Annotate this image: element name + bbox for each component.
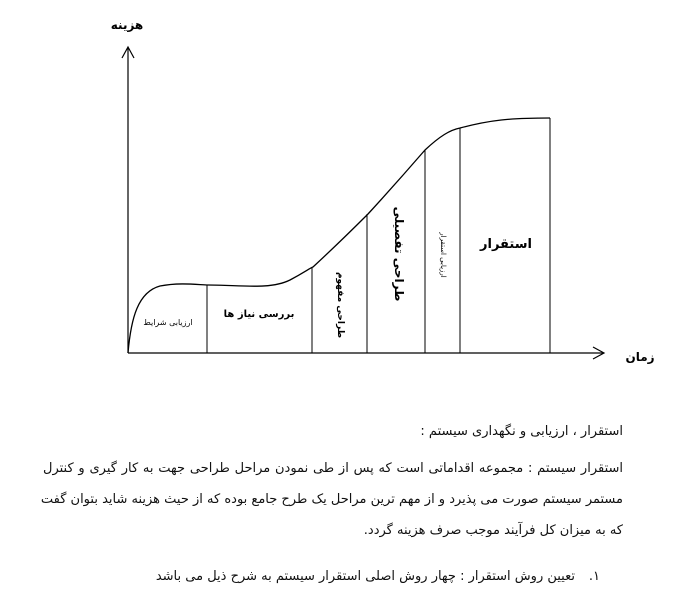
phase-label-1: ارزیابی شرایط: [143, 318, 193, 327]
phase-label-6: استقرار: [480, 237, 532, 252]
section-heading: استقرار ، ارزیابی و نگهداری سیستم :: [420, 424, 623, 439]
phase-label-4: طراحی تفصیلی: [392, 206, 406, 302]
paragraph-line-1: استقرار سیستم : مجموعه اقداماتی است که پس از طی نمودن مراحل طراحی جهت به کار گیری و کنترل: [43, 461, 623, 476]
phase-label-2: بررسی نیاز ها: [223, 309, 295, 320]
x-axis-label: زمان: [625, 350, 655, 364]
paragraph-line-3: که به میزان کل فرآیند موجب صرف هزینه گردد.: [363, 523, 623, 538]
phase-label-3: طراحی مفهوم: [335, 271, 345, 339]
list-item: تعیین روش استقرار : چهار روش اصلی استقرار سیستم به شرح ذیل می باشد: [155, 569, 575, 584]
paragraph-line-2: مستمر سیستم صورت می پذیرد و از مهم ترین مراحل یک طرح جامع بوده که از حیث هزینه شاید بتوان گفت: [40, 492, 623, 507]
phase-label-5: ارزیابی استقرار: [439, 232, 447, 278]
list-number: ۱.: [588, 569, 600, 584]
y-axis-label: هزینه: [110, 18, 144, 32]
